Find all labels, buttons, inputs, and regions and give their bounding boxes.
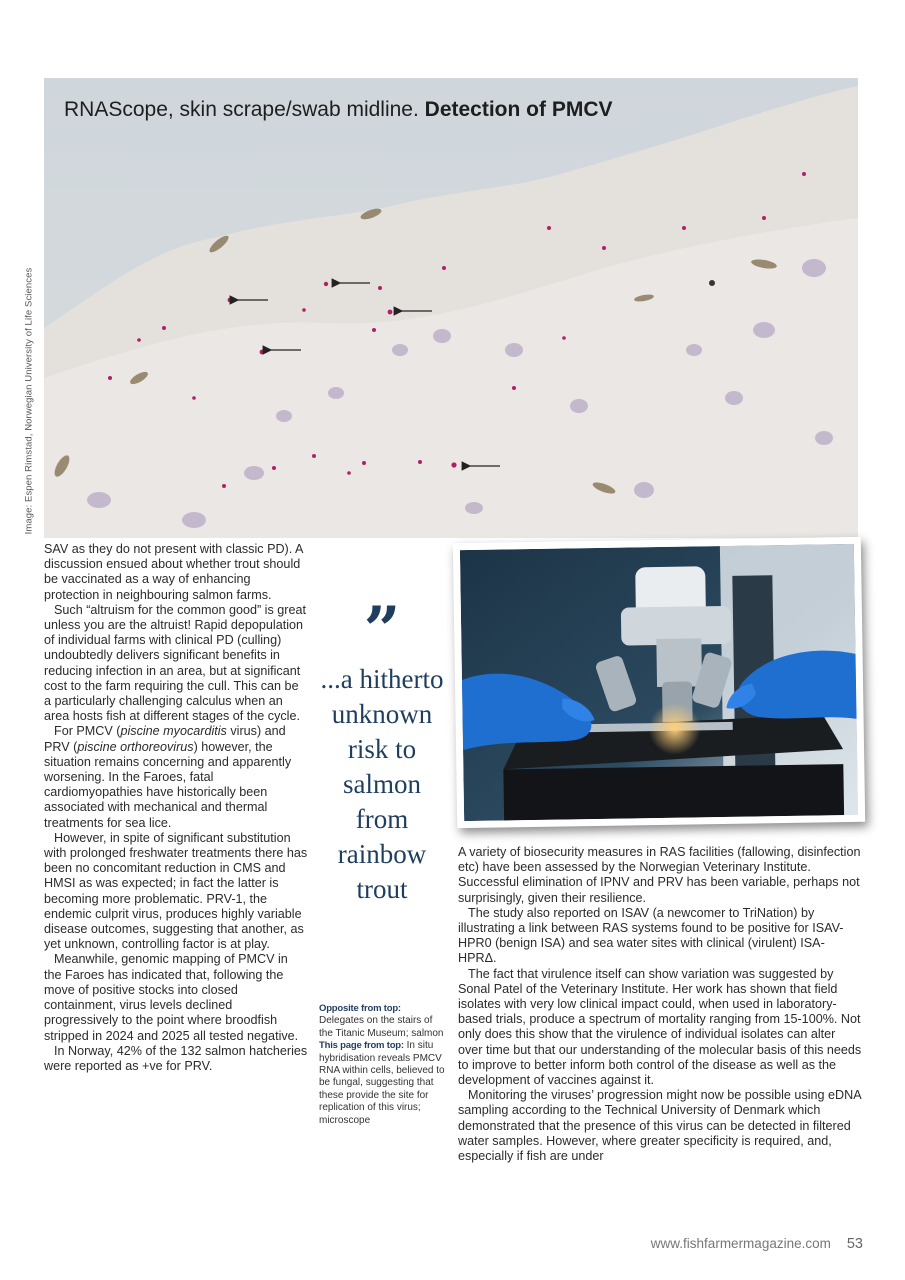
hero-micrograph (44, 78, 858, 538)
pull-quote-text: ...a hitherto unknown risk to salmon from rainbow trout (320, 664, 444, 904)
left-body-column (44, 542, 308, 1074)
caption-heading-opposite: Opposite from top: (319, 1003, 401, 1014)
body-paragraph: Monitoring the viruses’ progression might now be possible using eDNA sampling according to the Technical University of Denmark which demonstrated that the presence of this virus can be detected in filtered water samples. However, where greater specificity is required, and, especially if fish are under (458, 1088, 861, 1164)
hero-title-bold: Detection of PMCV (424, 98, 613, 121)
microscope-image (460, 544, 858, 821)
caption-heading-this-page: This page from top: (319, 1040, 404, 1052)
body-paragraph: Meanwhile, genomic mapping of PMCV in the Faroes has indicated that, following the move of positive stocks into closed containment, virus levels declined progressively to the point where broodfish stripped in 2024 and 2025 all tested negative. (44, 952, 299, 1043)
image-credit-text: Image: Espen Rimstad, Norwegian University of Life Sciences (23, 267, 35, 535)
footer-url[interactable]: www.fishfarmermagazine.com (650, 1236, 831, 1251)
body-paragraph: For PMCV (piscine myocarditis virus) and PRV (piscine orthoreovirus) however, the situation remains concerning and apparently worsening. In the Faroes, fatal cardiomyopathies have historically been associated with mechanical and thermal treatments for sea lice. (44, 724, 292, 830)
hero-caption-title (64, 98, 613, 122)
body-paragraph: The fact that virulence itself can show variation was suggested by Sonal Patel of the Veterinary Institute. Her work has shown that field isolates with very low clinical impact could, when used in laboratory-based trials, produce a spectrum of mortality ranging from 15-100%. Not only does this show that the virulence of individual isolates can alter over time but that our understanding of the molecular basis of this needs to improve to better inform both control of the disease as well as the development of vaccines against it. (458, 966, 862, 1088)
image-credit (22, 262, 36, 540)
right-body-column (458, 845, 863, 1164)
body-paragraph: The study also reported on ISAV (a newcomer to TriNation) by illustrating a link between RAS systems found to be positive for ISAV-HPR0 (benign ISA) and sea water sites with clinical (virulent) ISA-HPRΔ. (458, 905, 844, 966)
microscope-photo (453, 537, 865, 828)
body-paragraph: Such “altruism for the common good” is great unless you are the altruist! Rapid depopulation of individual farms with clinical PD (culling) undoubtedly delivers significant benefits in reducing infection in an area, but at significant cost to the farm requiring the cull. This can be a particularly challenging calculus when an area hosts fish at different stages of the cycle. (44, 602, 306, 724)
body-paragraph: In Norway, 42% of the 132 salmon hatcheries were reported as +ve for PRV. (44, 1043, 308, 1073)
micrograph-image (44, 78, 858, 538)
photo-caption (319, 1003, 447, 1127)
page-number: 53 (846, 1236, 863, 1252)
body-paragraph: A variety of biosecurity measures in RAS facilities (fallowing, disinfection etc) have been assessed by the Norwegian Veterinary Institute. Successful elimination of IPNV and PRV has been variable, perhaps not surprisingly, given their resilience. (458, 845, 861, 905)
caption-text-this-page: In situ hybridisation reveals PMCV RNA within cells, believed to be fungal, suggesting that these provide the site for replication of this virus; microscope (319, 1040, 445, 1126)
page-footer (651, 1236, 863, 1252)
caption-text-opposite: Delegates on the stairs of the Titanic Museum; salmon (319, 1015, 444, 1039)
body-paragraph: However, in spite of significant substitution with prolonged freshwater treatments there has been no concomitant reduction in CMS and HMSI as was expected; in fact the latter is becoming more problematic. PRV-1, the endemic culprit virus, produces highly variable disease outcomes, suggesting that another, as yet unknown, controlling factor is at play. (44, 830, 308, 952)
hero-title-plain: RNAScope, skin scrape/swab midline. (64, 98, 425, 121)
body-paragraph: SAV as they do not present with classic PD). A discussion ensued about whether trout should be vaccinated as a way of enhancing protection in neighbouring salmon farms. (44, 542, 303, 602)
pull-quote (318, 593, 446, 907)
quote-mark-icon: ” (363, 593, 401, 668)
